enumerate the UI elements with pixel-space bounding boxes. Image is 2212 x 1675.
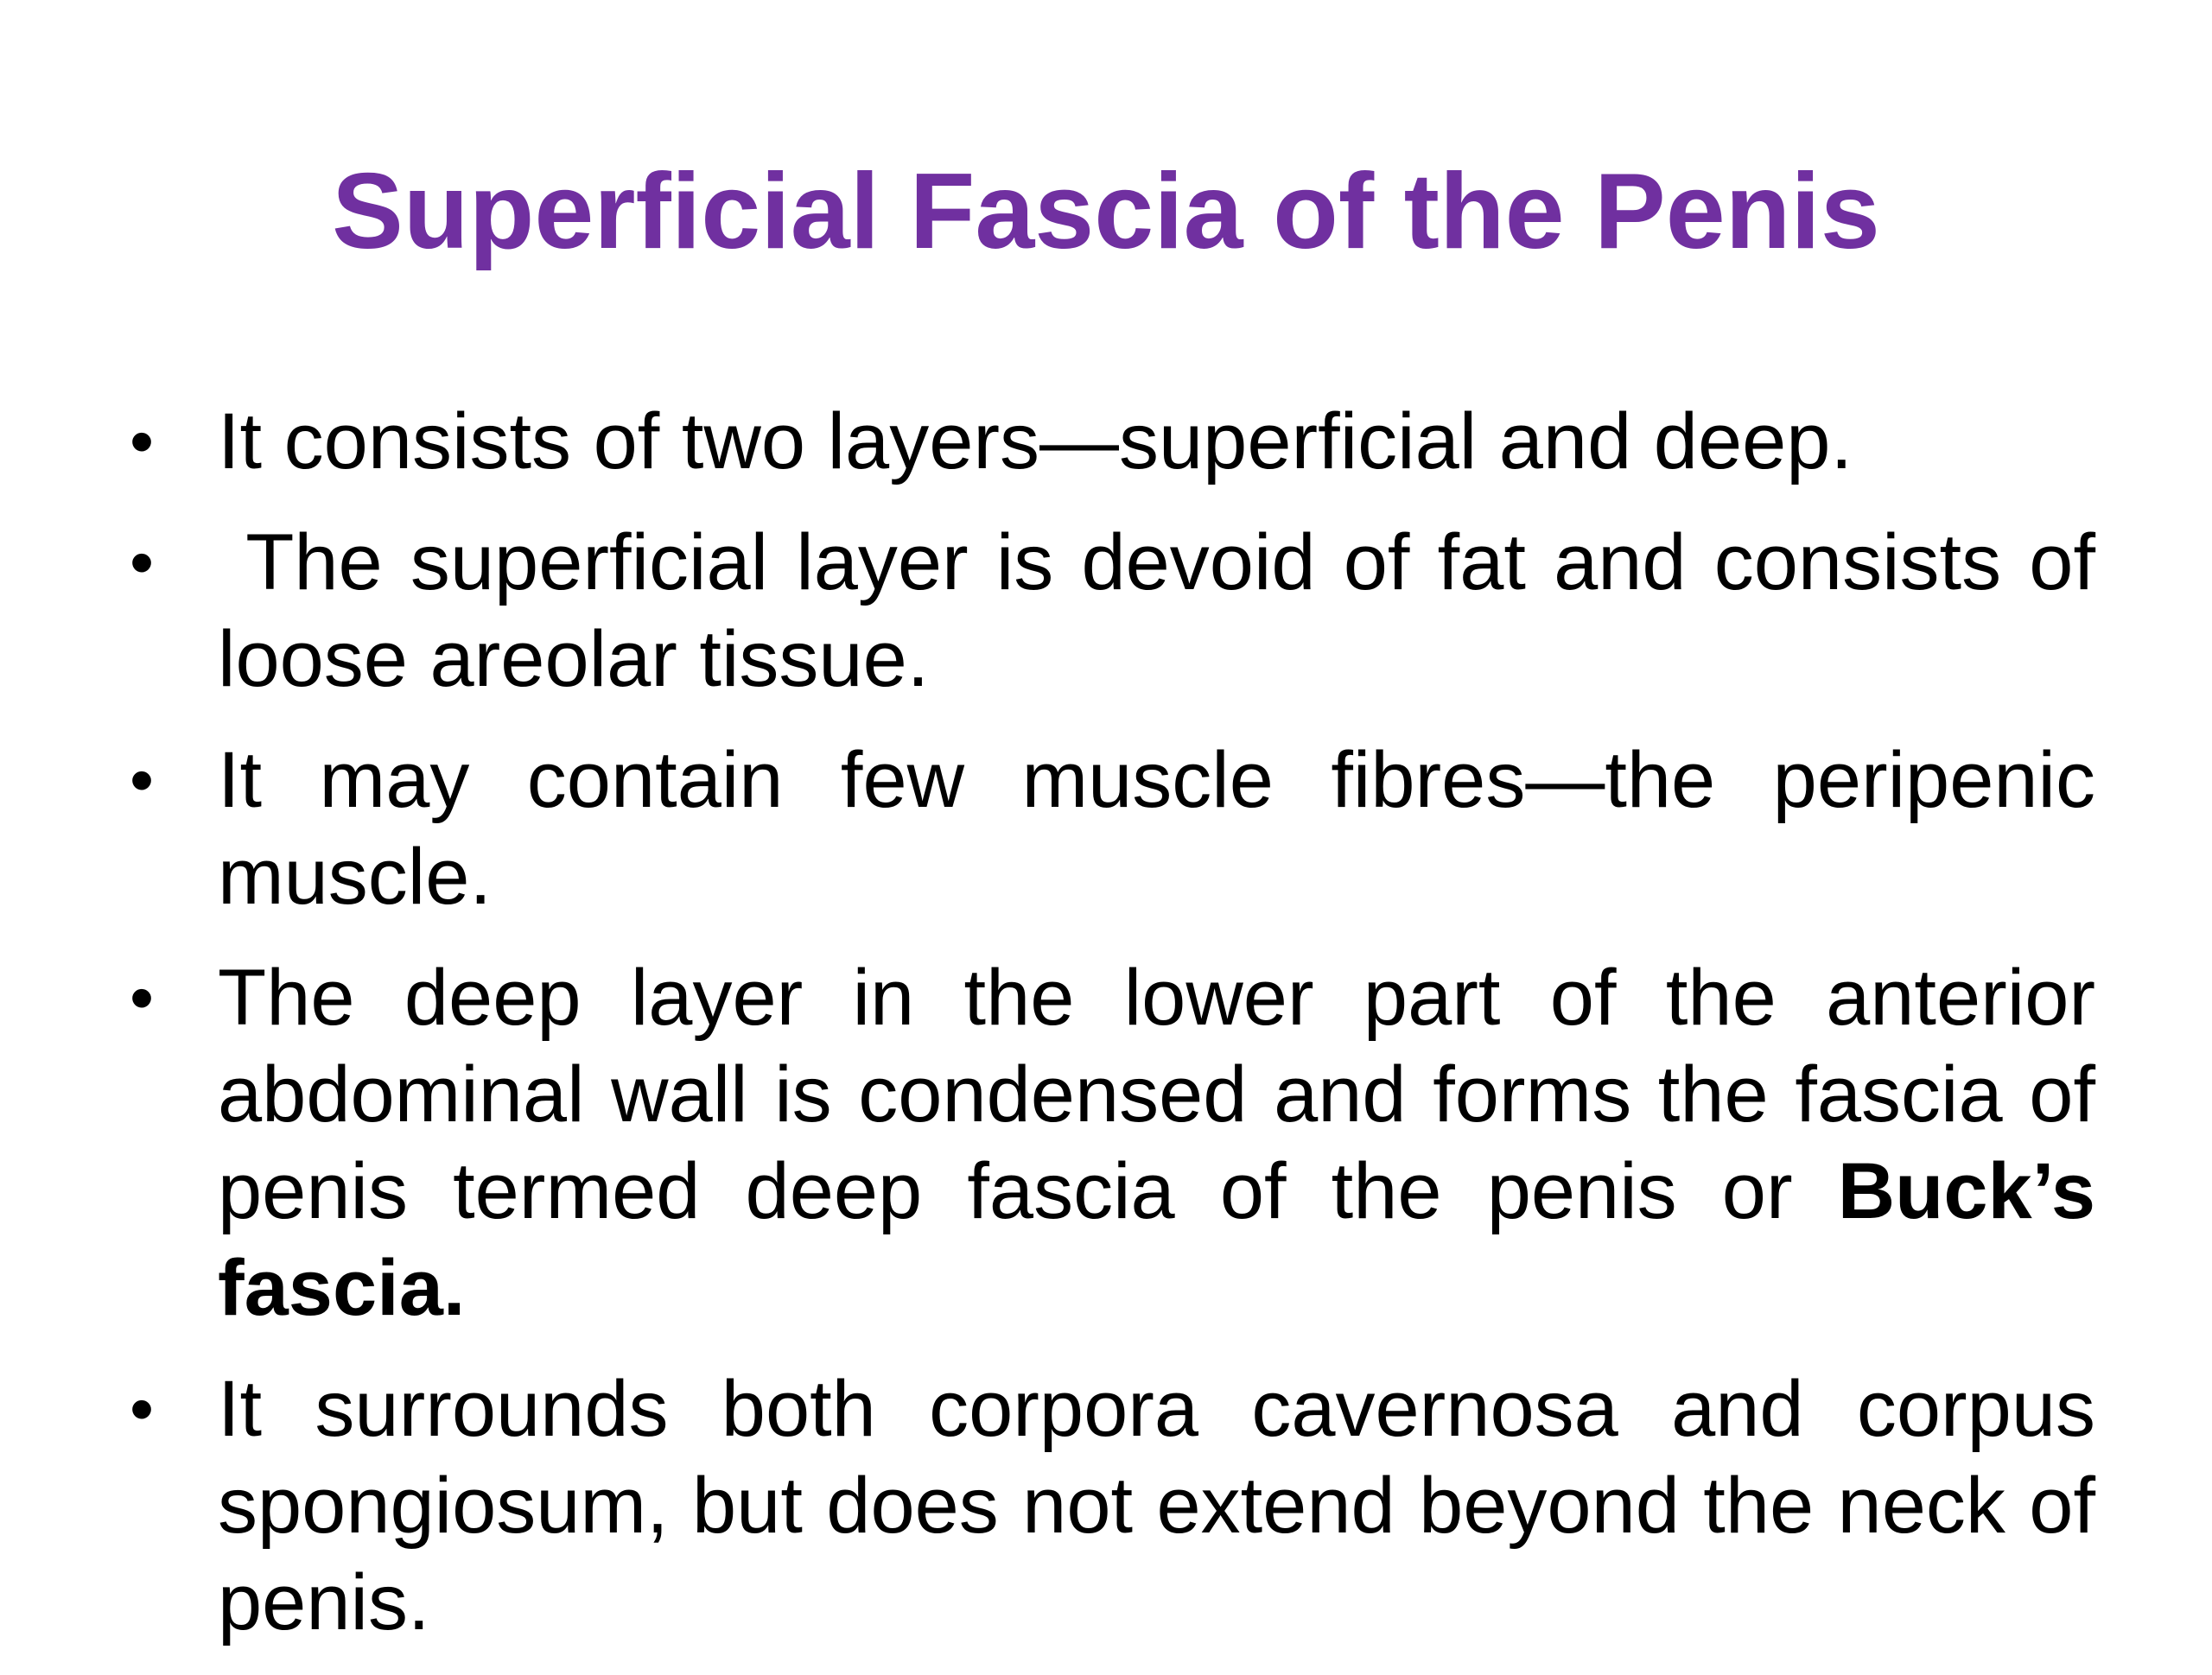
bullet-text: It surrounds both corpora cavernosa and corpus spongiosum, but does not extend beyond the neck of penis. [218, 1365, 2095, 1646]
bullet-list [130, 393, 2118, 1675]
bullet-point-icon: • [130, 1370, 155, 1447]
bullet-text: It may contain few muscle fibres—the peripenic muscle. [218, 736, 2095, 921]
bullet-item-4 [130, 949, 2095, 1336]
bullet-point-icon: • [130, 741, 155, 818]
bullet-text: The deep layer in the lower part of the anterior abdominal wall is condensed and forms the fascia of penis termed deep fascia of the penis or [218, 954, 2095, 1235]
bullet-point-icon: • [130, 523, 155, 600]
bullet-bold-text: Buck’s fascia. [218, 1147, 2095, 1332]
bullet-point-icon: • [130, 959, 155, 1036]
bullet-text: It consists of two layers—superficial and deep. [218, 397, 1853, 485]
bullet-text: The superficial layer is devoid of fat and consists of loose areolar tissue. [218, 518, 2118, 703]
bullet-item-3 [130, 732, 2095, 925]
bullet-point-icon: • [130, 403, 155, 479]
bullet-item-2 [130, 514, 2118, 707]
bullet-item-5 [130, 1361, 2095, 1651]
bullet-item-1 [130, 393, 2095, 490]
slide-title: Superficial Fascia of the Penis [332, 152, 1880, 271]
